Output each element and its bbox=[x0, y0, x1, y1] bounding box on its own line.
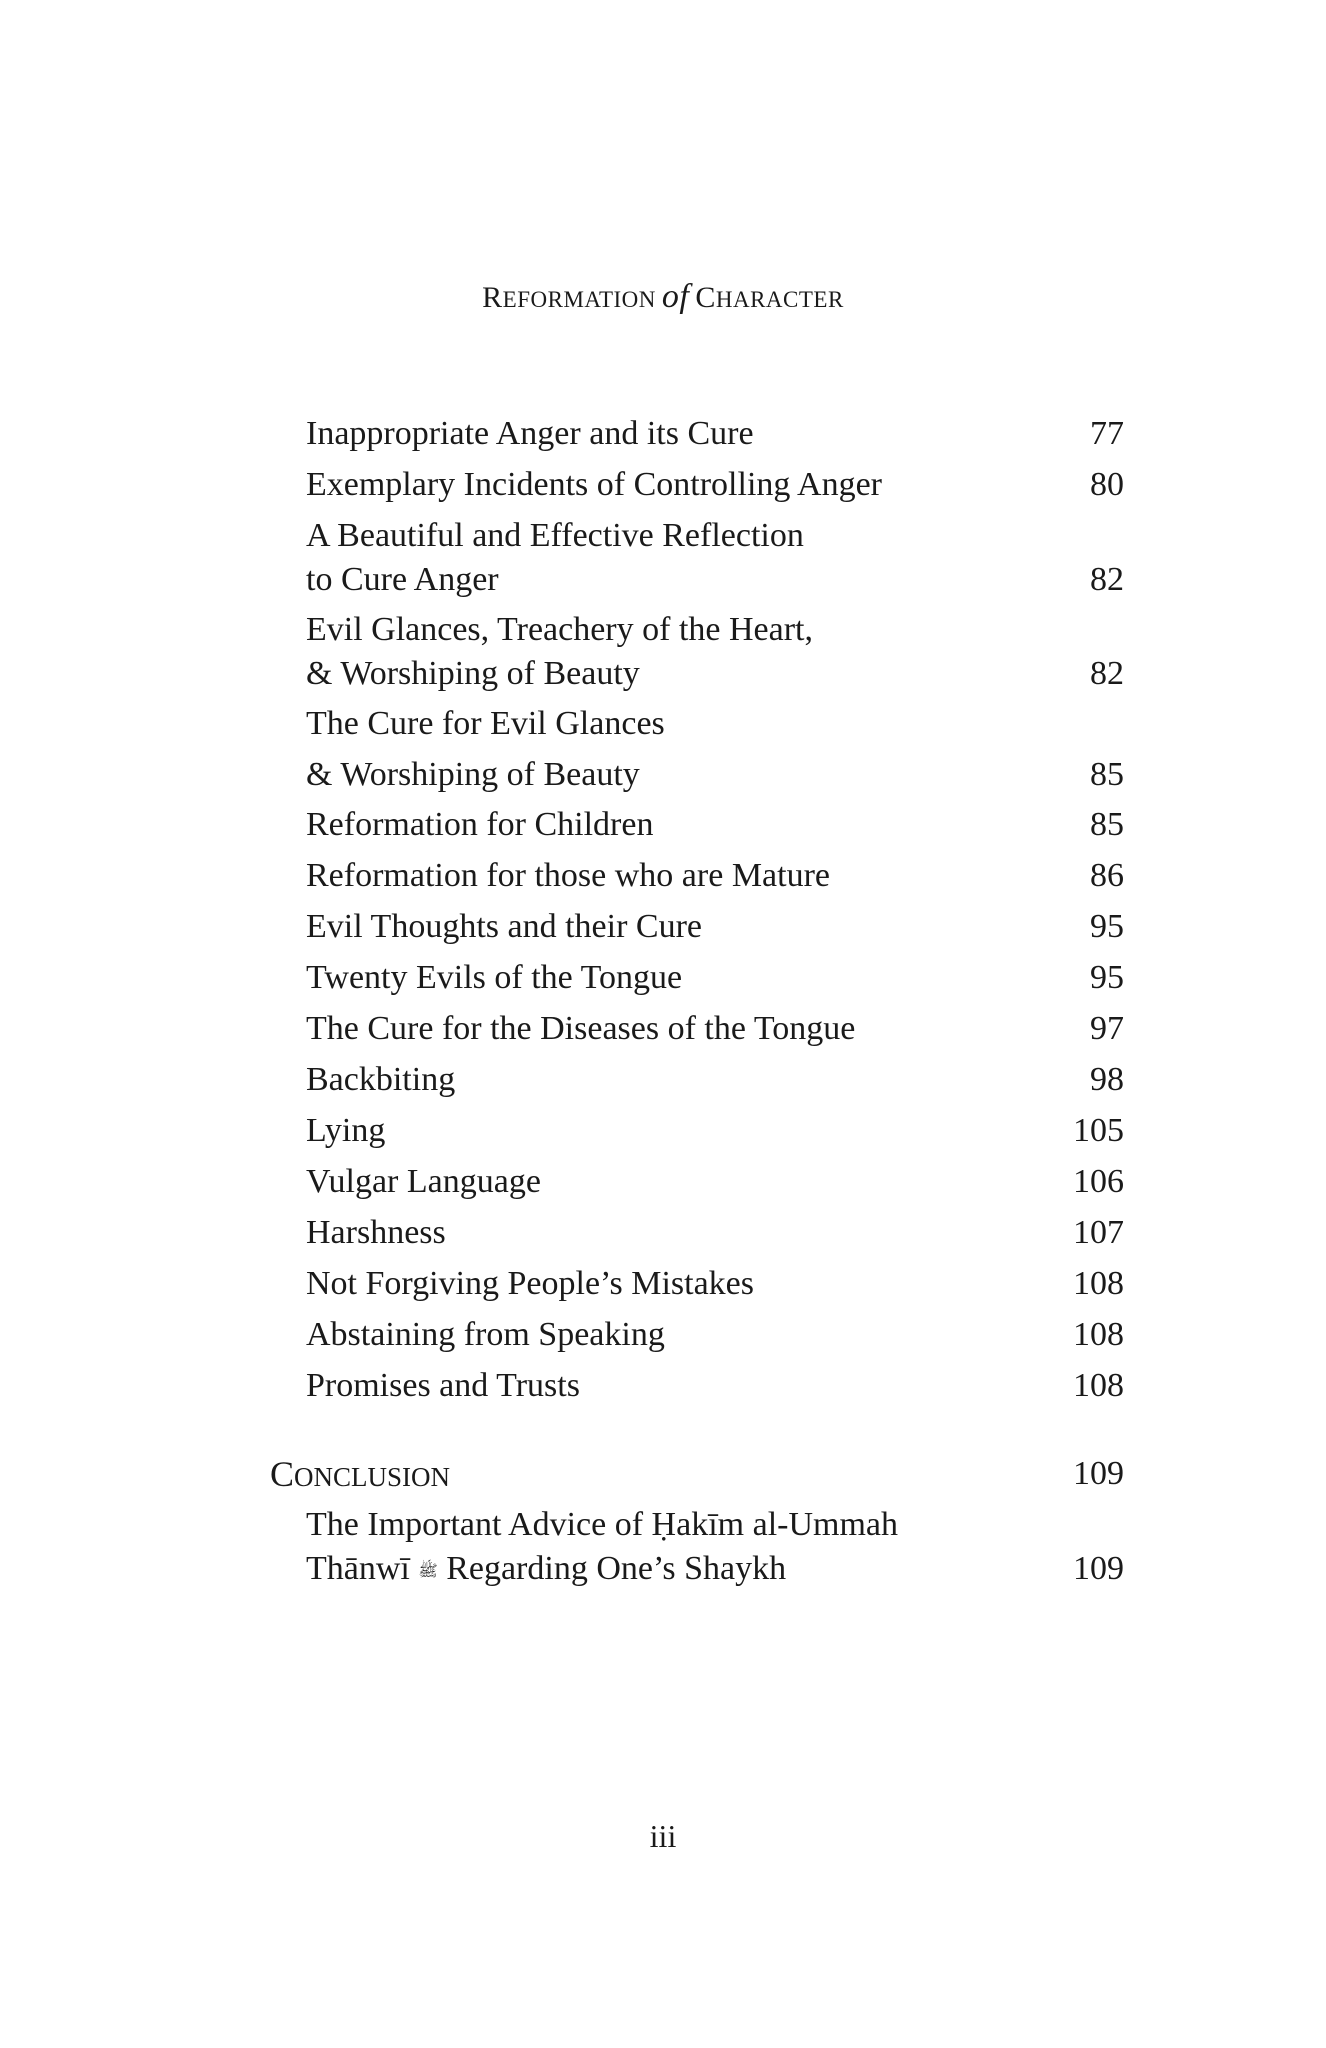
toc-entry-page: 107 bbox=[1073, 1214, 1124, 1251]
honorific-icon: ﷺ bbox=[418, 1561, 438, 1581]
toc-entry-title-name: Thānwī bbox=[306, 1550, 410, 1587]
toc-entry-title-line-2 bbox=[306, 1547, 786, 1593]
toc-entry-title: Not Forgiving People’s Mistakes bbox=[306, 1265, 754, 1302]
toc-entry-title-line-2: to Cure Anger bbox=[306, 561, 499, 598]
page-number: iii bbox=[649, 1818, 677, 1854]
toc-entry-page: 108 bbox=[1073, 1367, 1124, 1404]
chapter-title-rest: ONCLUSION bbox=[294, 1462, 451, 1492]
running-head bbox=[0, 278, 1326, 316]
toc-entry-title: Harshness bbox=[306, 1214, 446, 1251]
toc-entry-page: 82 bbox=[1090, 655, 1124, 692]
toc-entry-title-line-1: The Important Advice of Ḥakīm al-Ummah bbox=[306, 1506, 898, 1543]
toc-entry-title: The Cure for the Diseases of the Tongue bbox=[306, 1010, 856, 1047]
running-head-connector: of bbox=[661, 278, 690, 315]
toc-entry-title-line-1: The Cure for Evil Glances bbox=[306, 705, 665, 742]
toc-entry-page: 86 bbox=[1090, 857, 1124, 894]
toc-entry-page: 82 bbox=[1090, 561, 1124, 598]
toc-entry-page: 80 bbox=[1090, 466, 1124, 503]
toc-entry-title: Reformation for those who are Mature bbox=[306, 857, 830, 894]
toc-entry-page: 85 bbox=[1090, 756, 1124, 793]
toc-entry-title: Reformation for Children bbox=[306, 806, 654, 843]
toc-entry-title-line-2: & Worshiping of Beauty bbox=[306, 655, 640, 692]
toc-entry-page: 97 bbox=[1090, 1010, 1124, 1047]
toc-entry-page: 109 bbox=[1073, 1550, 1124, 1587]
toc-entry-title-line-1: A Beautiful and Effective Reflection bbox=[306, 517, 804, 554]
toc-entry-title: Twenty Evils of the Tongue bbox=[306, 959, 683, 996]
chapter-title bbox=[270, 1452, 450, 1499]
toc-entry-title-line-1: Evil Glances, Treachery of the Heart, bbox=[306, 611, 813, 648]
running-head-initial-2: C bbox=[695, 281, 716, 314]
toc-entry-title: Inappropriate Anger and its Cure bbox=[306, 415, 754, 452]
toc-entry-title: Vulgar Language bbox=[306, 1163, 541, 1200]
toc-entry-page: 98 bbox=[1090, 1061, 1124, 1098]
running-head-word-2: HARACTER bbox=[715, 287, 844, 312]
toc-entry-title: Lying bbox=[306, 1112, 386, 1149]
toc-entry-page: 95 bbox=[1090, 959, 1124, 996]
toc-entry-page: 108 bbox=[1073, 1265, 1124, 1302]
toc-entry-page: 77 bbox=[1090, 415, 1124, 452]
running-head-word-1: EFORMATION bbox=[502, 287, 656, 312]
toc-entry-page: 106 bbox=[1073, 1163, 1124, 1200]
toc-entry-title: Exemplary Incidents of Controlling Anger bbox=[306, 466, 882, 503]
toc-entry-title: Backbiting bbox=[306, 1061, 456, 1098]
running-head-initial-1: R bbox=[482, 281, 503, 314]
toc-entry-page: 108 bbox=[1073, 1316, 1124, 1353]
toc-entry-title: Evil Thoughts and their Cure bbox=[306, 908, 702, 945]
chapter-title-initial: C bbox=[270, 1454, 295, 1494]
toc-entry-title-rest: Regarding One’s Shaykh bbox=[446, 1550, 787, 1587]
toc-entry-page: 85 bbox=[1090, 806, 1124, 843]
toc-entry-title-line-2: & Worshiping of Beauty bbox=[306, 756, 640, 793]
toc-entry-page: 105 bbox=[1073, 1112, 1124, 1149]
chapter-page: 109 bbox=[1073, 1455, 1124, 1492]
toc-entry-title: Abstaining from Speaking bbox=[306, 1316, 665, 1353]
toc-entry-title: Promises and Trusts bbox=[306, 1367, 580, 1404]
toc-entry-page: 95 bbox=[1090, 908, 1124, 945]
